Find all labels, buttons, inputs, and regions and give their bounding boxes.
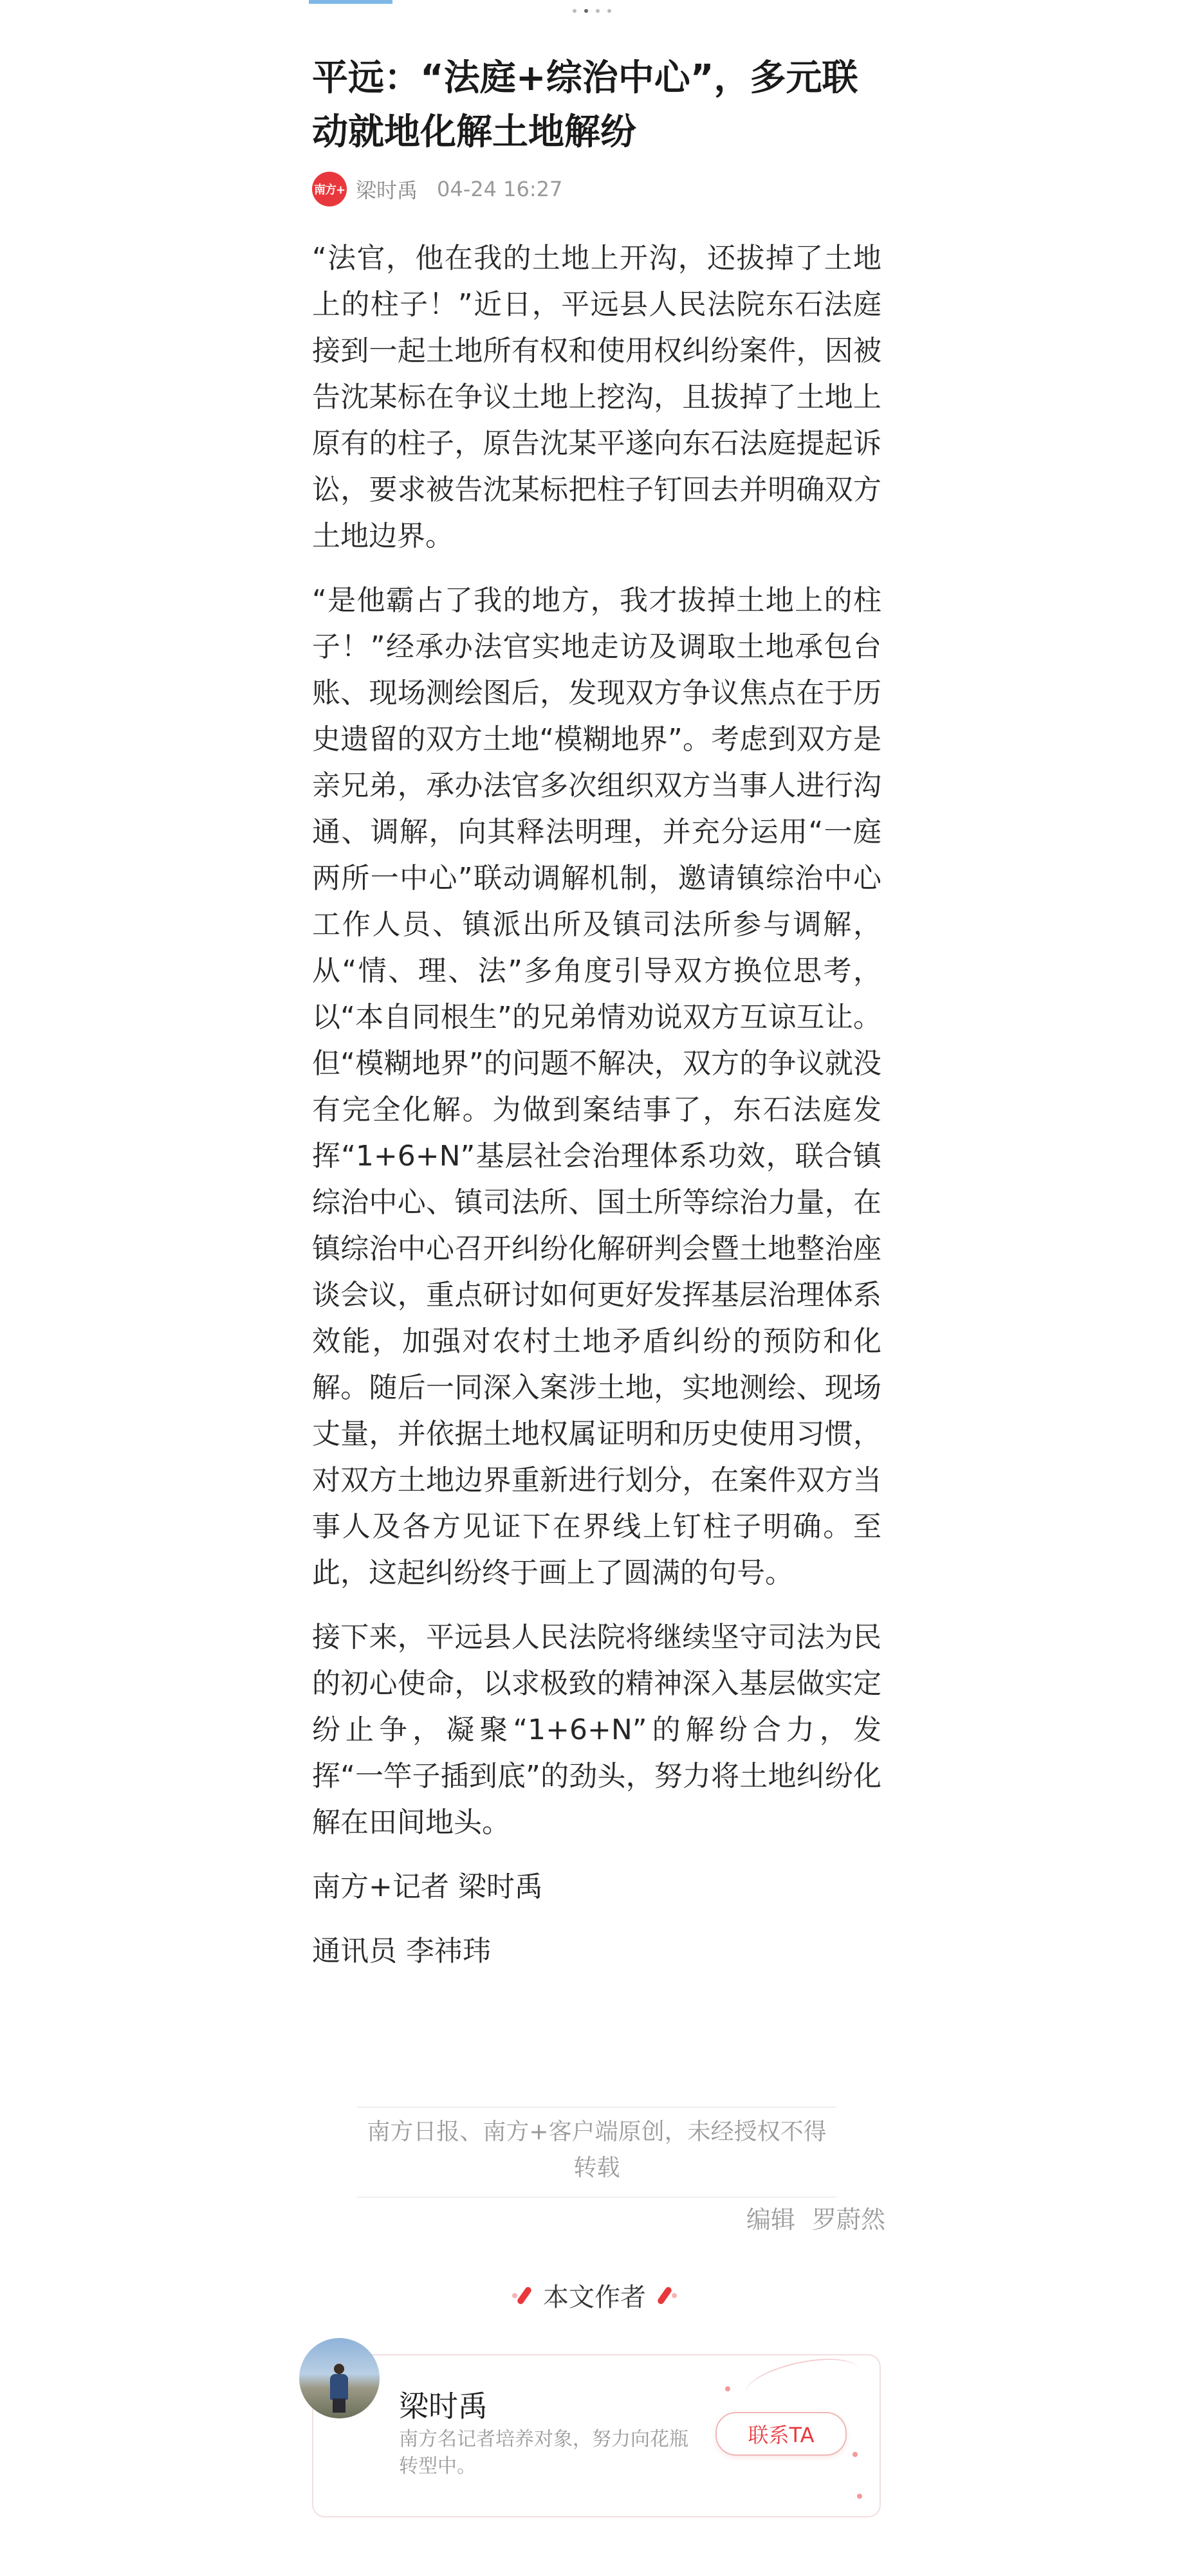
top-scroll-bar: [0, 0, 1189, 19]
reporter-credit: 南方+记者 梁时禹: [312, 1870, 543, 1903]
article: [312, 51, 881, 1993]
page-dot: [607, 9, 611, 13]
correspondent-credit: 通讯员 李祎玮: [312, 1935, 491, 1968]
heading-decoration-left: [512, 2286, 528, 2305]
author-card-description: 南方名记者培养对象，努力向花瓶转型中。: [399, 2428, 688, 2478]
article-meta: [312, 171, 881, 207]
source-logo[interactable]: 南方+: [312, 172, 347, 206]
card-decoration: [742, 2350, 863, 2413]
top-accent-strip: [309, 0, 392, 4]
paragraph: 接下来，平远县人民法院将继续坚守司法为民的初心使命，以求极致的精神深入基层做实定纷止争，凝聚“1+6+N”的解纷合力，发挥“一竿子插到底”的劲头，努力将土地纠纷化解在田间地头。: [312, 1621, 881, 1839]
editor-line: [746, 2200, 885, 2235]
card-sparkle: [857, 2494, 862, 2499]
page-dot: [573, 9, 576, 13]
page-indicator: [573, 9, 611, 13]
heading-decoration-right: [661, 2286, 677, 2305]
card-sparkle: [725, 2386, 730, 2391]
card-sparkle: [853, 2452, 858, 2457]
paragraph: “是他霸占了我的地方，我才拔掉土地上的柱子！”经承办法官实地走访及调取土地承包台账、现场测绘图后，发现双方争议焦点在于历史遗留的双方土地“模糊地界”。考虑到双方是亲兄弟，承办法官多次组织双方当事人进行沟通、调解，向其释法明理，并充分运用“一庭两所一中心”联动调解机制，邀请镇综治中心工作人员、镇派出所及镇司法所参与调解，从“情、理、法”多角度引导双方换位思考，以“本自同根生”的兄弟情劝说双方互谅互让。但“模糊地界”的问题不解决，双方的争议就没有完全化解。为做到案结事了，东石法庭发挥“1+6+N”基层社会治理体系功效，联合镇综治中心、镇司法所、国土所等综治力量，在镇综治中心召开纠纷化解研判会暨土地整治座谈会议，重点研讨如何更好发挥基层治理体系效能，加强对农村土地矛盾纠纷的预防和化解。随后一同深入案涉土地，实地测绘、现场丈量，并依据土地权属证明和历史使用习惯，对双方土地边界重新进行划分，在案件双方当事人及各方见证下在界线上钉柱子明确。至此，这起纠纷终于画上了圆满的句号。: [312, 584, 881, 1589]
publish-time: 04-24 16:27: [437, 177, 563, 201]
paragraph: “法官，他在我的土地上开沟，还拔掉了土地上的柱子！”近日，平远县人民法院东石法庭接到一起土地所有权和使用权纠纷案件，因被告沈某标在争议土地上挖沟，且拔掉了土地上原有的柱子，原告沈某平遂向东石法庭提起诉讼，要求被告沈某标把柱子钉回去并明确双方土地边界。: [312, 242, 881, 553]
author-avatar[interactable]: [299, 2338, 380, 2418]
article-body: [312, 235, 881, 1975]
page-dot: [596, 9, 600, 13]
editor-label: 编辑: [746, 2206, 796, 2234]
author-section-heading: [0, 2277, 1189, 2314]
author-card-name[interactable]: 梁时禹: [399, 2389, 488, 2424]
editor-name: 罗蔚然: [812, 2206, 886, 2234]
contact-author-button[interactable]: 联系TA: [715, 2412, 847, 2456]
article-title: 平远：“法庭+综治中心”，多元联动就地化解土地解纷: [312, 57, 858, 153]
author-section-title: 本文作者: [543, 2283, 646, 2312]
copyright-notice: 南方日报、南方+客户端原创，未经授权不得转载: [357, 2106, 836, 2198]
author-name[interactable]: 梁时禹: [356, 178, 418, 203]
page-dot-active: [584, 9, 588, 13]
